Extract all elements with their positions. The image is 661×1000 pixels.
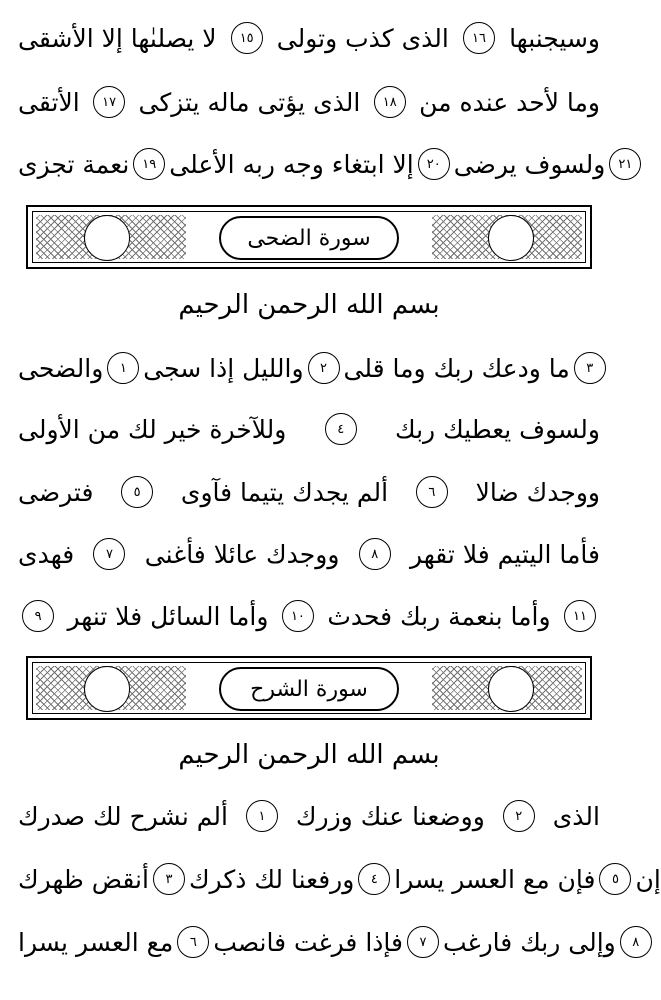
ayah-number-marker: ٧ <box>93 538 125 570</box>
text-line <box>18 918 640 966</box>
verse-text: وما لأحد عنده من <box>419 87 600 117</box>
ayah-number-marker: ٦ <box>416 476 448 508</box>
verse-text: الذى يؤتى ماله يتزكى <box>138 87 361 117</box>
text-line <box>18 78 600 126</box>
text-line <box>18 468 600 516</box>
text-line <box>18 140 633 188</box>
verse-text: ورفعنا لك ذكرك <box>188 864 355 894</box>
verse-text: لا يصلىٰها إلا الأشقى <box>18 23 217 53</box>
verse-text: ووضعنا عنك وزرك <box>295 801 485 831</box>
verse-text: ووجدك عائلا فأغنى <box>144 539 340 569</box>
ayah-number-marker: ٥ <box>599 863 631 895</box>
text-line <box>18 855 661 903</box>
text-line <box>18 530 600 578</box>
ornament-medallion-icon <box>488 666 534 712</box>
verse-text: وإلى ربك فارغب <box>442 927 616 957</box>
verse-text: وسيجنبها <box>509 23 600 53</box>
verse-text: ولسوف يعطيك ربك <box>395 414 600 444</box>
verse-text: الأتقى <box>18 87 80 117</box>
ayah-number-marker: ١ <box>246 800 278 832</box>
verse-text: أنقض ظهرك <box>18 864 149 894</box>
ayah-number-marker: ٣ <box>574 352 606 384</box>
ayah-number-marker: ٧ <box>407 926 439 958</box>
ornament-medallion-icon <box>488 215 534 261</box>
ayah-number-marker: ٢ <box>308 352 340 384</box>
ayah-number-marker: ٢ <box>503 800 535 832</box>
verse-text: ما ودعك ربك وما قلى <box>343 353 570 383</box>
verse-text: وللآخرة خير لك من الأولى <box>18 414 287 444</box>
verse-text: ولسوف يرضى <box>453 149 606 179</box>
verse-text: فإن مع العسر يسرا <box>394 864 596 894</box>
verse-text: وأما بنعمة ربك فحدث <box>327 601 551 631</box>
ayah-number-marker: ٨ <box>620 926 652 958</box>
ornament-medallion-icon <box>84 666 130 712</box>
ayah-number-marker: ١٦ <box>463 22 495 54</box>
ayah-number-marker: ١٥ <box>231 22 263 54</box>
verse-text: إن <box>635 864 661 894</box>
surah-header-frame <box>26 656 592 720</box>
ayah-number-marker: ٩ <box>22 600 54 632</box>
verse-text: ألم نشرح لك صدرك <box>18 801 228 831</box>
ayah-number-marker: ١٨ <box>374 86 406 118</box>
text-line <box>18 792 600 840</box>
ayah-number-marker: ٨ <box>359 538 391 570</box>
text-line <box>18 344 600 392</box>
verse-text: فترضى <box>18 477 94 507</box>
verse-text: والليل إذا سجى <box>143 353 304 383</box>
verse-text: مع العسر يسرا <box>18 927 174 957</box>
verse-text: فهدى <box>18 539 75 569</box>
ayah-number-marker: ١ <box>107 352 139 384</box>
verse-text: ألم يجدك يتيما فآوى <box>180 477 389 507</box>
ayah-number-marker: ١٠ <box>282 600 314 632</box>
surah-header-frame <box>26 205 592 269</box>
verse-text: ووجدك ضالا <box>475 477 600 507</box>
ayah-number-marker: ١١ <box>564 600 596 632</box>
ayah-number-marker: ٣ <box>153 863 185 895</box>
verse-text: فإذا فرغت فانصب <box>213 927 403 957</box>
ayah-number-marker: ١٩ <box>133 148 165 180</box>
verse-text: إلا ابتغاء وجه ربه الأعلى <box>169 149 414 179</box>
surah-title: سورة الضحى <box>219 216 399 260</box>
verse-text: نعمة تجزى <box>18 149 130 179</box>
ayah-number-marker: ٥ <box>121 476 153 508</box>
basmala: بسم الله الرحمن الرحيم <box>178 740 440 770</box>
ornament-medallion-icon <box>84 215 130 261</box>
verse-text: وأما السائل فلا تنهر <box>67 601 269 631</box>
text-line <box>18 14 600 62</box>
verse-text: الذى <box>552 801 600 831</box>
text-line <box>18 592 600 640</box>
ayah-number-marker: ٦ <box>177 926 209 958</box>
verse-text: والضحى <box>18 353 104 383</box>
ayah-number-marker: ٤ <box>358 863 390 895</box>
surah-title: سورة الشرح <box>219 667 399 711</box>
basmala: بسم الله الرحمن الرحيم <box>178 290 440 320</box>
verse-text: الذى كذب وتولى <box>276 23 449 53</box>
ayah-number-marker: ٢١ <box>609 148 641 180</box>
ayah-number-marker: ٢٠ <box>418 148 450 180</box>
verse-text: فأما اليتيم فلا تقهر <box>409 539 600 569</box>
text-line <box>18 405 600 453</box>
ayah-number-marker: ١٧ <box>93 86 125 118</box>
ayah-number-marker: ٤ <box>325 413 357 445</box>
